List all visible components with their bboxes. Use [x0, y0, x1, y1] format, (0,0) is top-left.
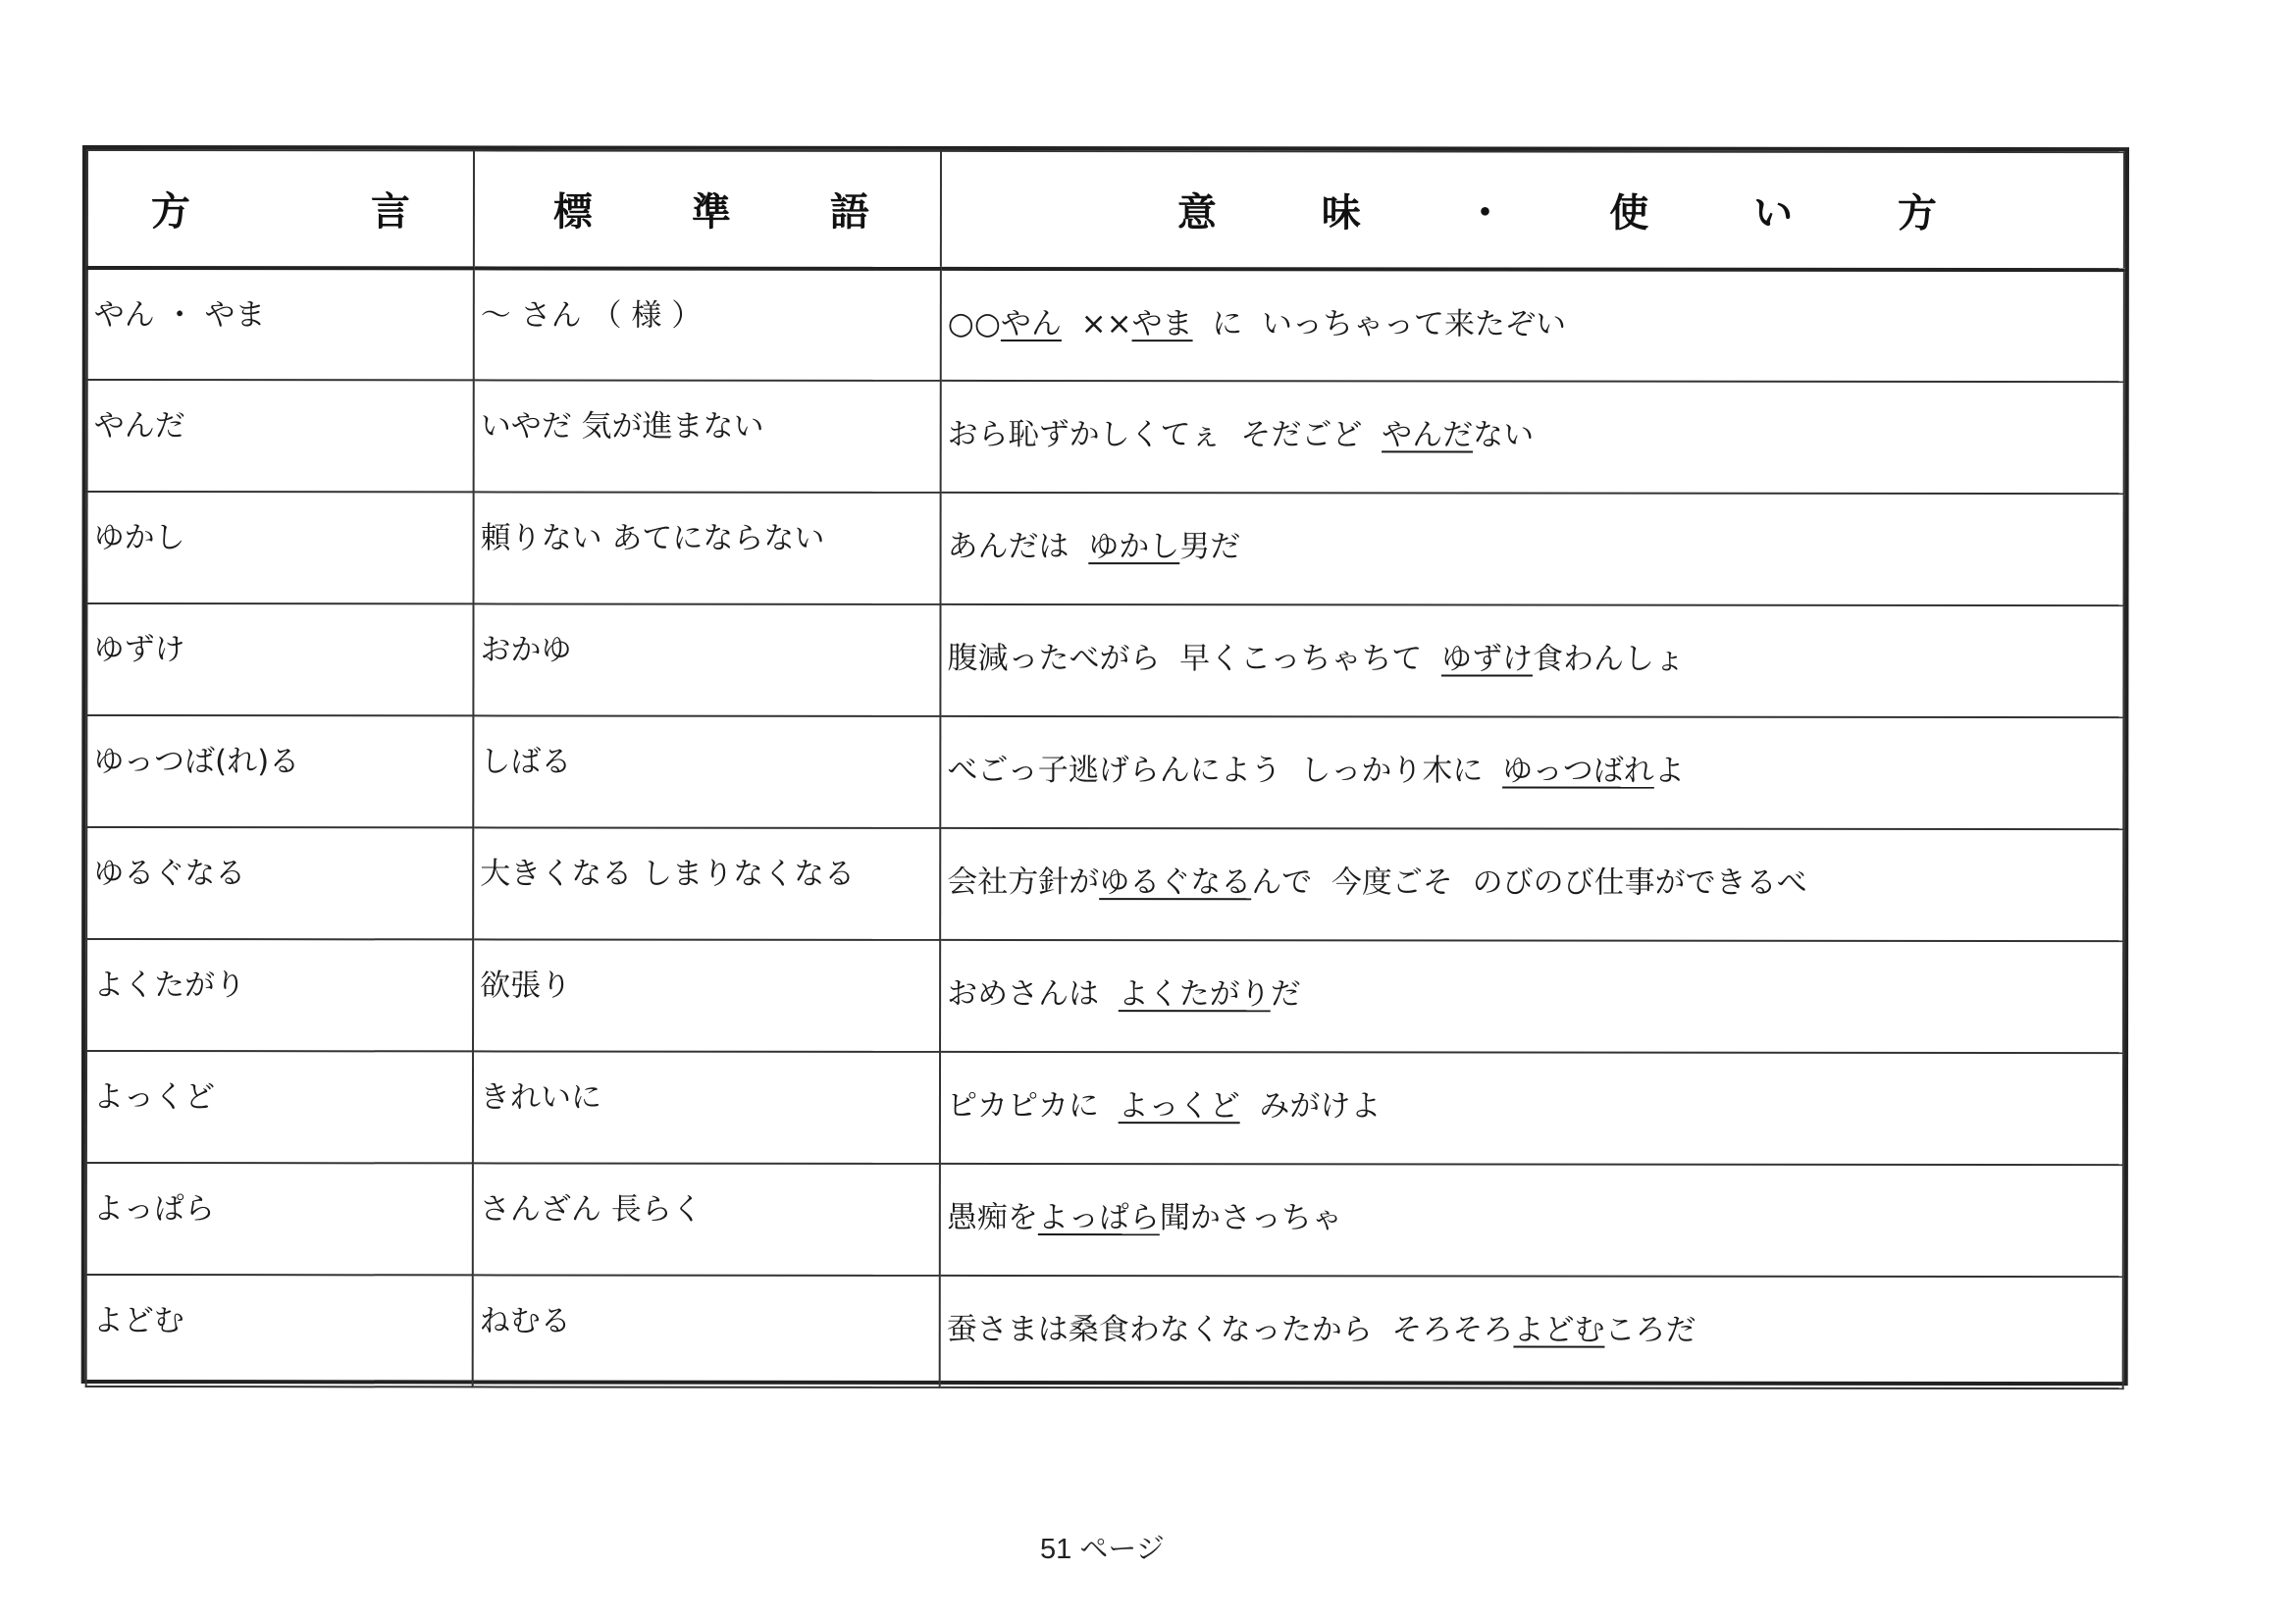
header-standard-char: 準	[691, 189, 731, 236]
example-sentence	[941, 717, 2122, 790]
table-header-row	[87, 150, 2124, 270]
standard-word: しばる	[480, 744, 572, 780]
dialect-cell	[86, 1051, 473, 1163]
example-text: だ	[1270, 976, 1301, 1013]
standard-word: さんざん 長らく	[479, 1191, 703, 1228]
dialect-highlight: やま	[1131, 306, 1193, 342]
example-cell	[940, 604, 2123, 717]
example-cell	[940, 1276, 2123, 1388]
header-dialect	[87, 150, 474, 268]
example-sentence	[941, 941, 2122, 1014]
standard-word: いやだ 気が進まない	[480, 408, 764, 445]
example-sentence	[942, 271, 2123, 343]
example-cell	[941, 381, 2124, 494]
standard-word: 頼りない あてにならない	[480, 520, 825, 556]
dialect-highlight: よくたがり	[1118, 976, 1271, 1013]
dialect-cell	[86, 715, 473, 827]
dialect-highlight: ゆかし	[1088, 529, 1180, 565]
example-sentence	[942, 382, 2123, 454]
dialect-highlight: よっぱら	[1037, 1200, 1160, 1236]
dialect-highlight: やんだ	[1382, 417, 1474, 453]
table-row	[87, 492, 2124, 605]
example-text: 食わんしょ	[1532, 641, 1685, 677]
header-meaning-char: 使	[1609, 190, 1649, 236]
standard-word: おかゆ	[480, 632, 572, 668]
table-row	[87, 380, 2124, 494]
table-row	[86, 715, 2123, 829]
example-text: ××	[1061, 306, 1132, 342]
dialect-cell	[86, 603, 473, 715]
example-cell	[941, 269, 2124, 382]
table-row	[86, 1163, 2123, 1277]
example-cell	[940, 716, 2123, 829]
header-standard	[474, 150, 941, 268]
dialect-cell	[86, 827, 473, 939]
table-row	[87, 268, 2124, 382]
standard-cell	[473, 827, 940, 939]
example-sentence	[941, 829, 2122, 902]
dialect-word: よっくど	[92, 1079, 216, 1116]
example-sentence	[942, 494, 2123, 566]
table-row	[86, 1275, 2123, 1388]
example-cell	[940, 828, 2123, 941]
standard-cell	[473, 603, 940, 715]
example-text: みがけよ	[1239, 1088, 1382, 1125]
header-standard-char: 標	[552, 189, 593, 236]
example-text: 会社方針が	[947, 864, 1100, 901]
example-sentence	[941, 1165, 2122, 1237]
dialect-word: よくたがり	[93, 968, 246, 1004]
example-text: ピカピカに	[946, 1087, 1119, 1125]
header-dialect-char: 言	[370, 189, 410, 236]
standard-word: ねむる	[479, 1303, 571, 1339]
table-row	[86, 1051, 2123, 1165]
dialect-highlight: よどむ	[1513, 1312, 1605, 1348]
example-text: んで 今度ごそ のびのび仕事ができるべ	[1251, 864, 1807, 901]
standard-cell	[473, 1051, 940, 1163]
table-row	[86, 827, 2123, 941]
header-standard-char: 語	[829, 189, 869, 236]
example-text: おめさんは	[947, 975, 1119, 1013]
example-text: ない	[1473, 417, 1535, 453]
standard-cell	[474, 268, 941, 380]
example-text: 男だ	[1179, 529, 1241, 565]
table-row	[86, 603, 2123, 717]
dialect-word: ゆかし	[93, 520, 185, 556]
example-text: あんだは	[947, 528, 1089, 565]
page-number: 51 ページ	[1040, 1534, 1165, 1565]
dialect-cell	[87, 380, 474, 492]
standard-cell	[473, 939, 940, 1051]
dialect-cell	[86, 939, 473, 1051]
standard-cell	[474, 380, 941, 492]
example-text: よ	[1653, 753, 1685, 789]
header-meaning	[941, 151, 2124, 270]
example-sentence	[941, 1053, 2122, 1126]
dialect-word: ゆっつば(れ)る	[93, 744, 300, 780]
example-cell	[941, 493, 2124, 605]
dialect-highlight: ゆずけ	[1440, 641, 1533, 677]
dialect-cell	[87, 492, 474, 603]
dialect-highlight: ゆるぐなる	[1099, 864, 1252, 901]
example-text: 蚕さまは桑食わなくなったから そろそろ	[946, 1311, 1514, 1348]
dialect-word: ゆるぐなる	[93, 856, 246, 892]
standard-cell	[473, 1275, 940, 1387]
header-meaning-char: い	[1753, 190, 1794, 236]
example-cell	[940, 940, 2123, 1053]
example-sentence	[941, 605, 2122, 678]
example-text: べごっ子逃げらんによう しっかり木に	[947, 752, 1503, 789]
standard-word: 〜 さん （ 様 ）	[480, 297, 703, 334]
standard-word: 大きくなる しまりなくなる	[480, 856, 856, 892]
dialect-word: ゆずけ	[93, 632, 185, 668]
example-text: ころだ	[1604, 1312, 1696, 1348]
example-cell	[940, 1164, 2123, 1277]
dialect-word: よっぱら	[92, 1191, 215, 1228]
standard-cell	[473, 1163, 940, 1275]
dialect-highlight: やん	[1000, 305, 1062, 342]
table-row	[86, 939, 2123, 1053]
header-meaning-char: ・	[1465, 190, 1505, 236]
standard-cell	[473, 715, 940, 827]
example-text: 腹減ったべがら 早くこっちゃちて	[947, 640, 1441, 677]
dialect-table-frame	[81, 145, 2129, 1386]
example-text: ○○	[947, 305, 1001, 341]
header-dialect-char: 方	[150, 189, 190, 236]
dialect-table	[85, 149, 2125, 1389]
example-text: 聞かさっちゃ	[1159, 1200, 1342, 1236]
example-sentence	[941, 1277, 2122, 1349]
dialect-highlight: よっくど	[1118, 1088, 1240, 1125]
header-meaning-char: 味	[1321, 190, 1361, 236]
example-text: おら恥ずかしくてぇ そだごど	[947, 416, 1383, 453]
example-text: に いっちゃって来たぞい	[1192, 306, 1567, 342]
standard-cell	[474, 492, 941, 603]
header-meaning-char: 方	[1897, 190, 1937, 236]
example-cell	[940, 1052, 2123, 1165]
table-body	[86, 268, 2124, 1388]
standard-word: きれいに	[479, 1079, 602, 1116]
dialect-word: やん ・ やま	[93, 297, 266, 334]
dialect-word: やんだ	[93, 408, 185, 445]
dialect-cell	[86, 1275, 473, 1387]
example-text: 愚痴を	[946, 1199, 1038, 1236]
header-meaning-char: 意	[1176, 190, 1217, 236]
dialect-cell	[86, 1163, 473, 1275]
dialect-cell	[87, 268, 474, 380]
dialect-highlight: ゆっつばれ	[1502, 753, 1654, 789]
standard-word: 欲張り	[480, 968, 572, 1004]
dialect-word: よどむ	[92, 1303, 184, 1339]
